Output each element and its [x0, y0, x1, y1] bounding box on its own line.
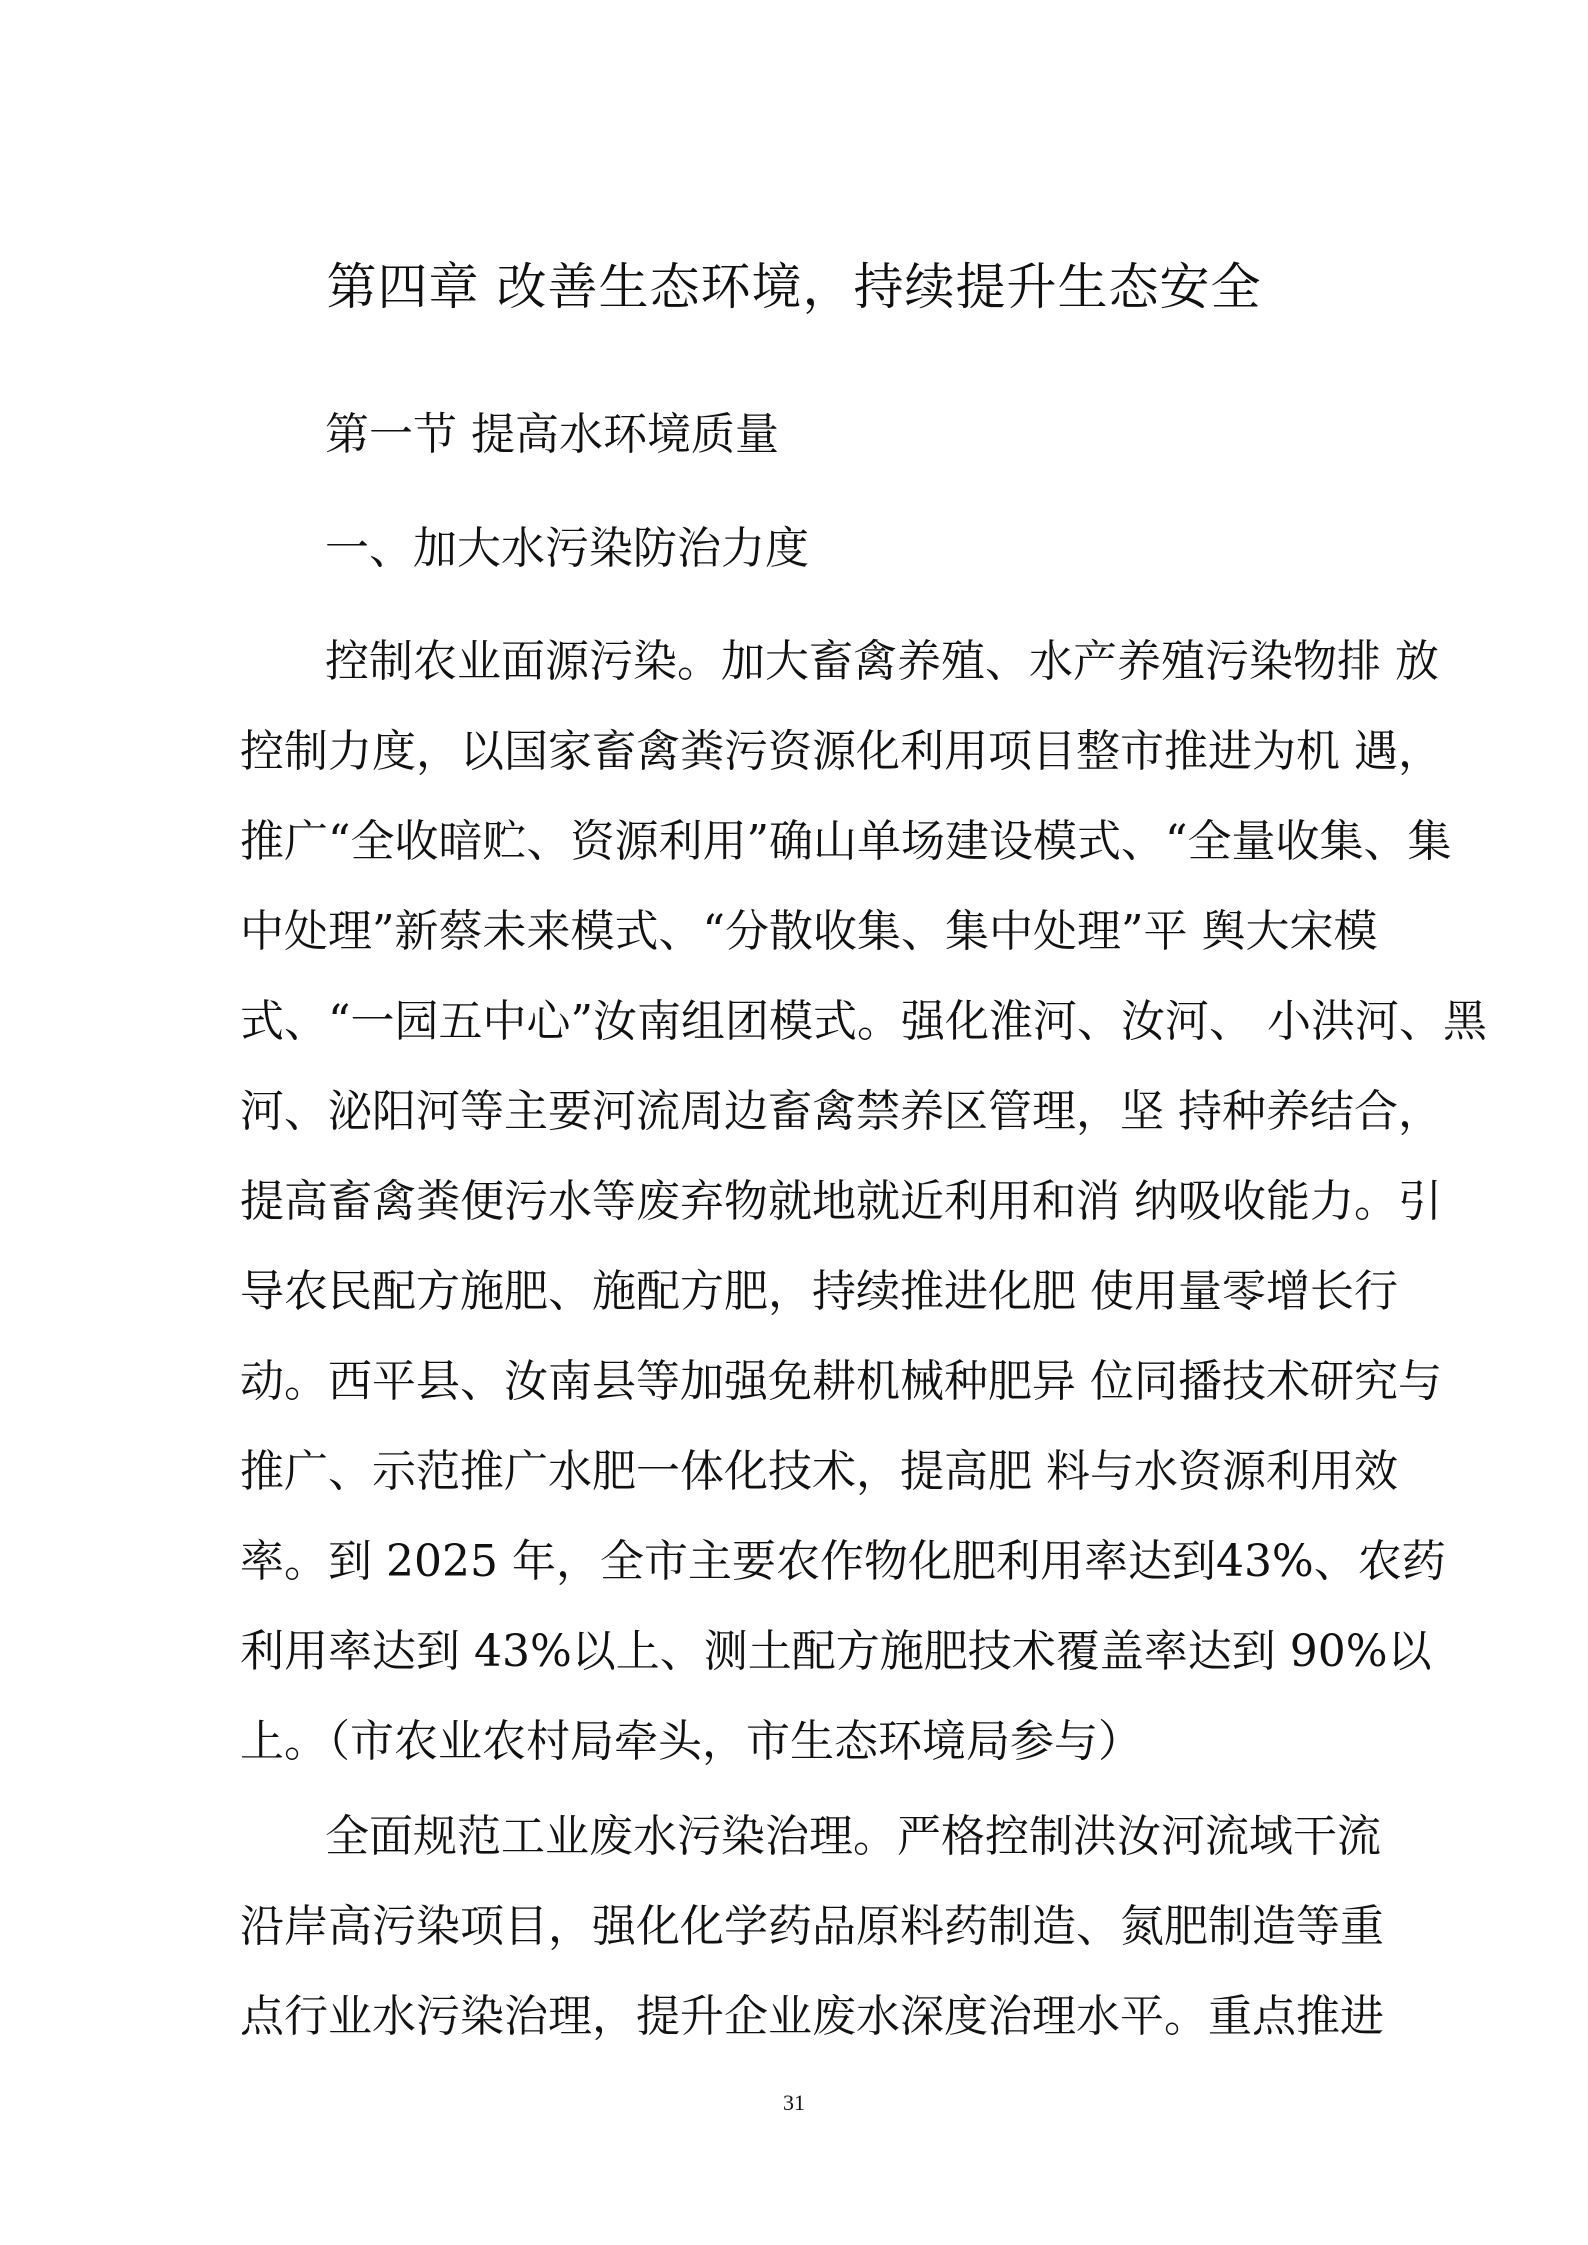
- paragraph-line: 控制力度，以国家畜禽粪污资源化利用项目整市推进为机 遇，: [240, 726, 1442, 777]
- paragraph-line: 利用率达到 43%以上、测土配方施肥技术覆盖率达到 90%以: [240, 1626, 1432, 1677]
- paragraph-line: 导农民配方施肥、施配方肥，持续推进化肥 使用量零增长行: [240, 1266, 1398, 1317]
- page-number: 31: [783, 2090, 805, 2115]
- paragraph-line: 点行业水污染治理，提升企业废水深度治理水平。重点推进: [240, 1991, 1384, 2042]
- paragraph-line: 河、泌阳河等主要河流周边畜禽禁养区管理，坚 持种养结合，: [240, 1086, 1442, 1137]
- paragraph-line: 推广、示范推广水肥一体化技术，提高肥 料与水资源利用效: [240, 1446, 1398, 1497]
- paragraph-line: 中处理”新蔡未来模式、“分散收集、集中处理”平 舆大宋模: [240, 906, 1378, 957]
- paragraph-line: 全面规范工业废水污染治理。严格控制洪汝河流域干流: [325, 1811, 1381, 1862]
- section-title: 第一节 提高水环境质量: [325, 409, 779, 460]
- paragraph-line: 提高畜禽粪便污水等废弃物就地就近利用和消 纳吸收能力。引: [240, 1176, 1442, 1227]
- paragraph-line: 控制农业面源污染。加大畜禽养殖、水产养殖污染物排 放: [325, 636, 1439, 687]
- paragraph-line: 动。西平县、汝南县等加强免耕机械种肥异 位同播技术研究与: [240, 1356, 1442, 1407]
- paragraph-line: 率。到 2025 年，全市主要农作物化肥利用率达到43%、农药: [240, 1536, 1446, 1587]
- paragraph-line: 推广“全收暗贮、资源利用”确山单场建设模式、“全量收集、集: [240, 816, 1452, 867]
- paragraph-line: 上。（市农业农村局牵头，市生态环境局参与）: [240, 1716, 1142, 1767]
- paragraph-line: 沿岸高污染项目，强化化学药品原料药制造、氮肥制造等重: [240, 1901, 1384, 1952]
- chapter-title: 第四章 改善生态环境，持续提升生态安全: [326, 258, 1262, 316]
- paragraph-line: 式、“一园五中心”汝南组团模式。强化淮河、汝河、 小洪河、黑: [240, 996, 1487, 1047]
- subsection-title: 一、加大水污染防治力度: [325, 523, 809, 574]
